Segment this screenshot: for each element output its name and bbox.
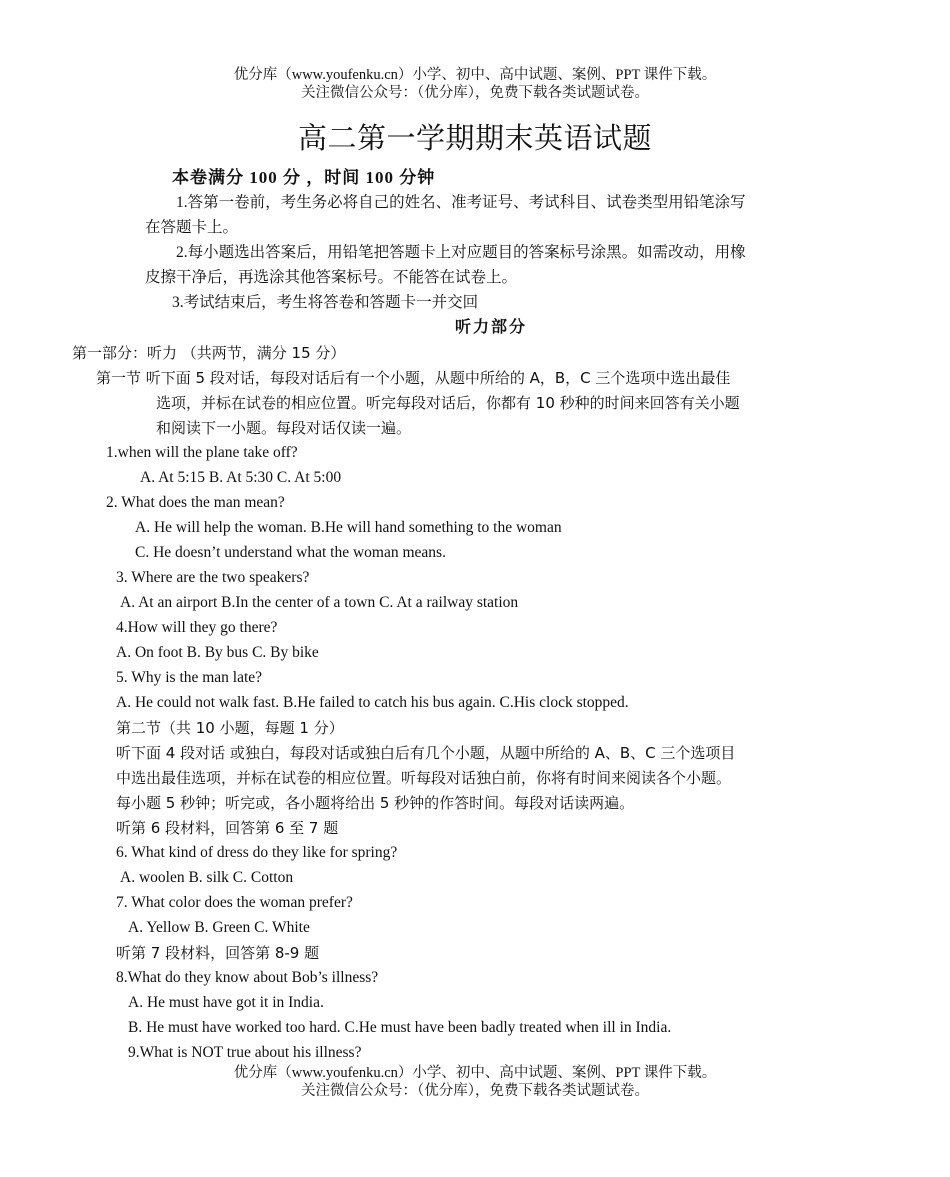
instruction-2: 2.每小题选出答案后，用铅笔把答题卡上对应题目的答案标号涂黑。如需改动，用橡 [176,244,746,261]
footer-line-2: 关注微信公众号：（优分库），免费下载各类试题试卷。 [301,1083,649,1099]
instruction-1: 1.答第一卷前，考生务必将自己的姓名、准考证号、考试科目、试卷类型用铅笔涂写 [176,194,746,211]
question-7-options: A. Yellow B. Green C. White [128,919,310,936]
exam-subtitle: 本卷满分 100 分 ，时间 100 分钟 [172,168,436,187]
instruction-2-cont: 皮擦干净后，再选涂其他答案标号。不能答在试卷上。 [145,269,518,286]
material-7-note: 听第 7 段材料，回答第 8-9 题 [116,944,320,962]
question-7: 7. What color does the woman prefer? [116,894,353,911]
section-one-intro-3: 和阅读下一小题。每段对话仅读一遍。 [156,419,412,437]
question-8: 8.What do they know about Bob’s illness? [116,969,379,986]
question-8-option-a: A. He must have got it in India. [128,994,324,1011]
part-one-heading: 第一部分：听力 （共两节，满分 15 分） [72,344,346,362]
instruction-3: 3.考试结束后，考生将答卷和答题卡一并交回 [172,294,479,311]
section-one-intro: 第一节 听下面 5 段对话，每段对话后有一个小题，从题中所给的 A，B，C 三个选项中选出最佳 [96,369,731,387]
question-5: 5. Why is the man late? [116,669,263,686]
question-2: 2. What does the man mean? [106,494,285,511]
question-6-options: A. woolen B. silk C. Cotton [120,869,294,886]
instruction-1-cont: 在答题卡上。 [145,219,239,236]
question-1-options: A. At 5:15 B. At 5:30 C. At 5:00 [140,469,342,486]
material-6-note: 听第 6 段材料，回答第 6 至 7 题 [116,819,339,837]
section-two-intro-3: 每小题 5 秒钟；听完或，各小题将给出 5 秒钟的作答时间。每段对话读两遍。 [116,794,635,812]
question-2-option-c: C. He doesn’t understand what the woman means. [135,544,446,561]
question-9: 9.What is NOT true about his illness? [128,1044,362,1061]
header-line-2: 关注微信公众号：（优分库），免费下载各类试题试卷。 [301,85,649,101]
footer-line-1: 优分库（www.youfenku.cn）小学、初中、高中试题、案例、PPT 课件下载。 [233,1065,717,1081]
exam-title: 高二第一学期期末英语试题 [297,121,652,155]
question-4-options: A. On foot B. By bus C. By bike [116,644,319,661]
question-6: 6. What kind of dress do they like for spring? [116,844,398,861]
question-3-options: A. At an airport B.In the center of a town C. At a railway station [120,594,519,611]
section-heading: 听力部分 [455,319,528,336]
question-4: 4.How will they go there? [116,619,278,636]
section-two-heading: 第二节（共 10 小题，每题 1 分） [116,719,344,737]
question-2-options-ab: A. He will help the woman. B.He will hand something to the woman [135,519,562,536]
question-8-options-bc: B. He must have worked too hard. C.He must have been badly treated when ill in India. [128,1019,672,1036]
question-3: 3. Where are the two speakers? [116,569,310,586]
question-1: 1.when will the plane take off? [106,444,298,461]
question-5-options: A. He could not walk fast. B.He failed to catch his bus again. C.His clock stopped. [116,694,629,711]
section-two-intro: 听下面 4 段对话 或独白，每段对话或独白后有几个小题，从题中所给的 A、B、C 三个选项目 [116,744,736,762]
header-line-1: 优分库（www.youfenku.cn）小学、初中、高中试题、案例、PPT 课件下载。 [233,67,717,83]
section-one-intro-2: 选项，并标在试卷的相应位置。听完每段对话后，你都有 10 秒种的时间来回答有关小题 [156,394,740,412]
section-two-intro-2: 中选出最佳选项，并标在试卷的相应位置。听每段对话独白前，你将有时间来阅读各个小题。 [116,769,732,787]
